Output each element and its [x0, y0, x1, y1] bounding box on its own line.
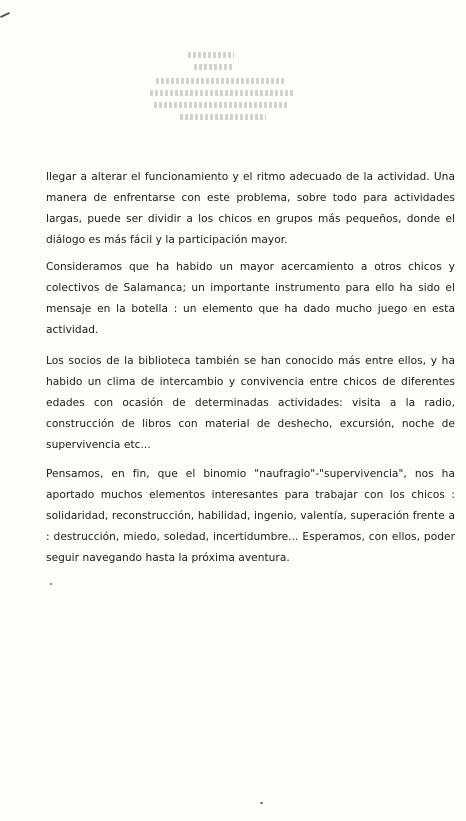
paragraph-2: Consideramos que ha habido un mayor acercamiento a otros chicos y colectivos de Salamanca; un importante instrumento para ello ha sido el mensaje en la botella : un elemento que ha dado mucho juego en esta actividad.: [46, 260, 455, 336]
paragraph-1: llegar a alterar el funcionamiento y el ritmo adecuado de la actividad. Una manera de enfrentarse con este problema, sobre todo para actividades largas, puede ser dividir a los chicos en grupos más pequeños, donde el diálogo es más fácil y la participación mayor.: [46, 170, 455, 246]
faded-stamp: [150, 48, 295, 126]
corner-mark: [0, 12, 10, 18]
paragraph-4: Pensamos, en fin, que el binomio "naufragio"-"supervivencia", nos ha aportado muchos elementos interesantes para trabajar con los chicos : solidaridad, reconstrucción, habilidad, ingenio, valentía, superación frente a : destrucción, miedo, soledad, incertidumbre... Esperamos, con ellos, poder seguir navegando hasta la próxima aventura.: [46, 467, 455, 564]
speck-mark: [50, 583, 52, 585]
speck-mark: [260, 802, 263, 804]
paragraph-3: Los socios de la biblioteca también se han conocido más entre ellos, y ha habido un clima de intercambio y convivencia entre chicos de diferentes edades con ocasión de determinadas actividades: visita a la radio, construcción de libros con material de deshecho, excursión, noche de supervivencia etc...: [46, 354, 455, 451]
